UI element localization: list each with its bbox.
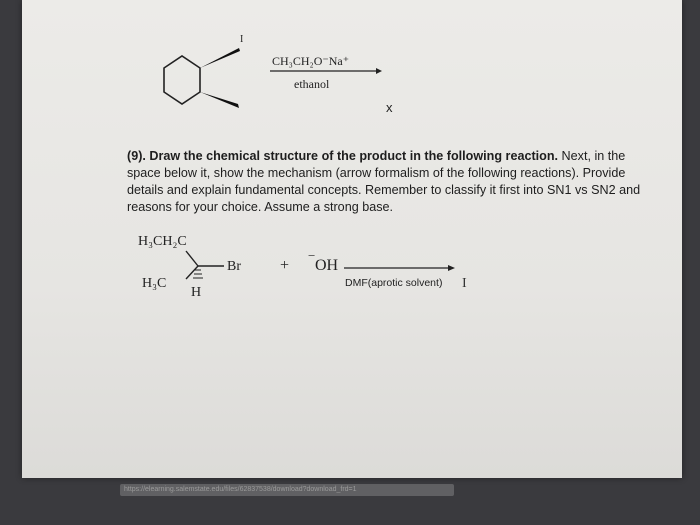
question-body: Next, in the space below it, show the mechanism (arrow formalism of the following reactions). Provide details and explain fundamental concepts. Remember to classify it first into SN1 vs SN2 and reasons for your choice. Assume a strong base. [127, 149, 641, 214]
iodine-label: I [240, 34, 244, 45]
question-number: (9). [127, 149, 146, 163]
document-page [22, 0, 682, 478]
methyl-group-label: H₃C [142, 276, 167, 291]
close-mark[interactable]: x [386, 100, 393, 115]
hydrogen-label: H [191, 285, 202, 300]
solvent-label: ethanol [294, 77, 330, 91]
question-bold: Draw the chemical structure of the product in the following reaction. [149, 149, 559, 163]
ethyl-group-label: H₃CH₂C [138, 234, 187, 249]
negative-charge: − [308, 248, 316, 263]
text-cursor-icon: I [462, 276, 467, 291]
cyclohexane-drawing [142, 30, 382, 140]
question-text [127, 148, 647, 216]
hydroxide-label: OH [315, 257, 339, 274]
reagent-label: CH₃CH₂O⁻Na⁺ [272, 54, 350, 68]
bromine-label: Br [227, 259, 241, 274]
conditions-label: DMF(aprotic solvent) [345, 277, 443, 289]
plus-sign: + [280, 257, 290, 274]
substrate-bonds [172, 248, 232, 288]
reaction-arrow [344, 263, 456, 273]
status-url[interactable]: https://elearning.salemstate.edu/files/62837538/download?download_frd=1 [120, 484, 454, 496]
